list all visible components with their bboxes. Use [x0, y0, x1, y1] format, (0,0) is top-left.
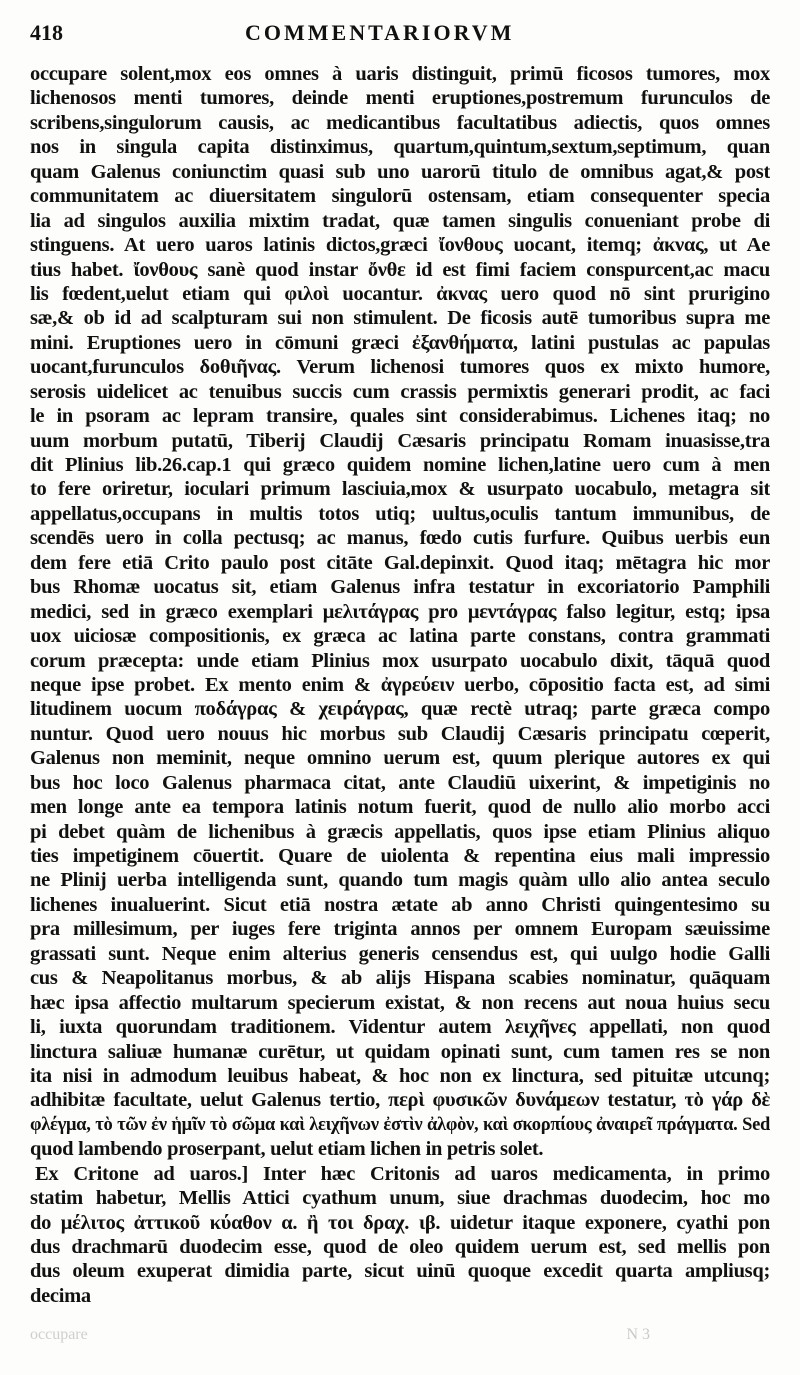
- text-line: serosis uidelicet ac tenuibus succis cum crassis permixtis generari prodit, ac faci: [30, 380, 770, 403]
- text-line: corum præcepta: unde etiam Plinius mox usurpato uocabulo dixit, tāquā quod: [30, 649, 770, 672]
- body-text: [30, 62, 770, 1308]
- text-line: dus oleum exuperat dimidia parte, sicut uinū quoque excedit quarta ampliusq;: [30, 1260, 770, 1283]
- page-number: 418: [30, 20, 63, 45]
- text-line: adhibitæ facultate, uelut Galenus tertio, περὶ φυσικῶν δυνάμεων testatur, τὸ γάρ δὲ: [30, 1089, 770, 1112]
- text-line: linctura saliuæ humanæ curētur, ut quidam opinati sunt, cum tamen res se non: [30, 1040, 770, 1063]
- text-line: φλέγμα, τὸ τῶν ἐν ἡμῖν τὸ σῶμα καὶ λειχῆνων ἐστὶν ἀλφὸν, καὶ σκορπίους ἀναιρεῖ πράγματα. Sed: [30, 1114, 770, 1135]
- text-line: sæ,& ob id ad scalpturam sui non stimulent. De ficosis autē tumoribus supra me: [30, 307, 770, 330]
- text-line: pra millesimum, per iuges fere triginta annos per omnem Europam sæuissime: [30, 918, 770, 941]
- text-line: lichenes inualuerint. Sicut etiā nostra ætate ab anno Christi quingentesimo su: [30, 893, 770, 916]
- text-line: bus hoc loco Galenus pharmaca citat, ante Claudiū uixerint, & impetiginis no: [30, 771, 770, 794]
- text-line: ita nisi in admodum leuibus habeat, & hoc non ex linctura, sed pituitæ utcunq;: [30, 1064, 770, 1087]
- text-line: nos in singula capita distinximus, quartum,quintum,sextum,septimum, quan: [30, 136, 770, 159]
- text-line: statim habetur, Mellis Attici cyathum unum, siue drachmas duodecim, hoc mo: [30, 1187, 770, 1210]
- text-line: Galenus non meminit, neque omnino uerum est, quum plerique autores ex qui: [30, 747, 770, 770]
- text-line: litudinem uocum ποδάγρας & χειράγρας, quæ rectè utraq; parte græca compo: [30, 698, 770, 721]
- text-line: uocant,furunculos δοθιῆνας. Verum lichenosi tumores quos ex mixto humore,: [30, 356, 770, 379]
- page-footer: [30, 1322, 770, 1352]
- text-line: ne Plinij uerba intelligenda sunt, quando tum magis quàm ullo alio antea seculo: [30, 869, 770, 892]
- text-line: quod lambendo proserpant, uelut etiam lichen in petris solet.: [30, 1138, 544, 1161]
- text-line: lis fœdent,uelut etiam qui φιλοὶ uocantur. ἀκνας uero quod nō sint prurigino: [30, 282, 770, 305]
- text-line: medici, sed in græco exemplari μελιτάγρας pro μεντάγρας falso legitur, estq; ipsa: [30, 600, 770, 623]
- text-line: uox uiciosæ compositionis, ex græca ac latina parte constans, contra grammati: [30, 625, 770, 648]
- text-line: stinguens. At uero uaros latinis dictos,græci ἴονθους uocant, itemq; ἀκνας, ut Ae: [30, 234, 770, 257]
- text-line: grassati sunt. Neque enim alterius generis censendus est, qui uulgo hodie Galli: [30, 942, 770, 965]
- text-line: neque ipse probet. Ex mento enim & ἀγρεύειν uerbo, cōpositio facta est, ad simi: [30, 673, 770, 696]
- show-through-text: occupare: [30, 1326, 88, 1343]
- text-line: tius habet. ἴονθους sanè quod instar ὄνθε id est fimi faciem conspurcent,ac macu: [30, 258, 770, 281]
- text-line: scribens,singulorum causis, ac medicantibus facultatibus adiectis, quos omnes: [30, 111, 770, 134]
- text-line: appellatus,occupans in multis totos utiq; uultus,oculis tantum immunibus, de: [30, 502, 770, 525]
- text-line: lichenosos menti tumores, deinde menti eruptiones,postremum furunculos de: [30, 87, 770, 110]
- text-line: Ex Critone ad uaros.] Inter hæc Critonis ad uaros medicamenta, in primo: [35, 1162, 770, 1185]
- text-line: lia ad singulos auxilia mixtim tradat, quæ tamen singulis conueniant probe di: [30, 209, 770, 232]
- text-line: nuntur. Quod uero nouus hic morbus sub Claudij Cæsaris principatu cœperit,: [30, 722, 770, 745]
- text-line: ties impetiginem cōuertit. Quare de uiolenta & repentina eius mali impressio: [30, 845, 770, 867]
- text-line: men longe ante ea tempora latinis notum fuerit, quod de nullo alio morbo acci: [30, 796, 770, 819]
- text-line: communitatem ac diuersitatem singulorū ostensam, etiam consequenter specia: [30, 185, 770, 208]
- text-line: uum morbum putatū, Tiberij Claudij Cæsaris principatu Romam inuasisse,tra: [30, 429, 770, 452]
- text-line: quam Galenus coniunctim quasi sub uno uarorū titulo de omnibus agat,& post: [30, 160, 770, 183]
- text-line: mini. Eruptiones uero in cōmuni græci ἐξανθήματα, latini pustulas ac papulas: [30, 331, 770, 354]
- text-line: dem fere etiā Crito paulo post citāte Gal.depinxit. Quod itaq; mētagra hic mor: [30, 551, 770, 574]
- text-line: pi debet quàm de lichenibus à græcis appellatis, quos ipse etiam Plinius aliquo: [30, 820, 770, 843]
- text-line: decima: [30, 1284, 91, 1307]
- text-line: le in psoram ac lepram transire, quales sint considerabimus. Lichenes itaq; no: [30, 405, 770, 428]
- text-line: cus & Neapolitanus morbus, & ab alijs Hispana scabies nominatur, quāquam: [30, 967, 770, 990]
- page-header: [30, 20, 770, 50]
- text-line: dit Plinius lib.26.cap.1 qui græco quidem nomine lichen,latine uero cum à men: [30, 454, 770, 476]
- text-line: hæc ipsa affectio multarum specierum existat, & non recens aut noua huius secu: [30, 991, 770, 1014]
- text-line: occupare solent,mox eos omnes à uaris distinguit, primū ficosos tumores, mox: [30, 63, 770, 85]
- text-line: scendēs uero in colla pectusq; ac manus, fœdo cutis furfure. Quibus uerbis eun: [30, 527, 770, 550]
- text-line: do μέλιτος ἀττικοῦ κύαθον α. ἢ τοι δραχ. ιβ. uidetur itaque exponere, cyathi pon: [30, 1211, 770, 1234]
- text-line: bus Rhomæ uocatus sit, etiam Galenus infra testatur in excoriatorio Pamphili: [30, 576, 770, 599]
- running-head: COMMENTARIORVM: [245, 20, 515, 45]
- text-line: to fere oriretur, ioculari primum lasciuia,mox & usurpato uocabulo, metagra sit: [30, 478, 770, 501]
- text-line: li, iuxta quorundam traditionem. Videntur autem λειχῆνες appellati, non quod: [30, 1016, 770, 1039]
- text-line: dus drachmarū duodecim esse, quod de oleo quidem uerum est, sed mellis pon: [30, 1236, 770, 1258]
- signature-mark: N 3: [626, 1326, 650, 1343]
